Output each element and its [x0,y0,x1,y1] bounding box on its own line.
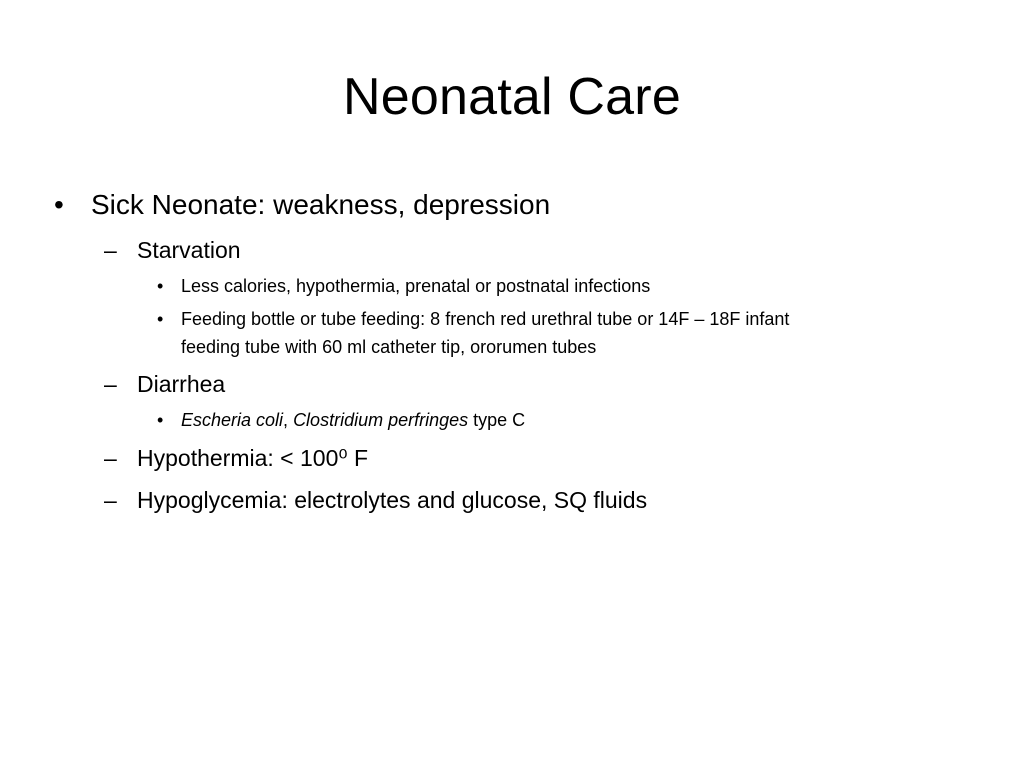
item-less-calories: Less calories, hypothermia, prenatal or postnatal infections [181,276,651,296]
item-feeding-bottle-line1: Feeding bottle or tube feeding: 8 french red urethral tube or 14F – 18F infant [181,309,790,329]
bullet-l1-icon: • [54,189,64,220]
item-diarrhea: Diarrhea [137,371,226,397]
bullet-l3-icon: • [157,410,164,430]
item-bacteria [181,406,525,434]
item-hypoglycemia: Hypoglycemia: electrolytes and glucose, SQ fluids [137,487,648,513]
slide-title: Neonatal Care [343,68,681,126]
clostridium-text: Clostridium perfringes [293,410,469,430]
bullet-l3-icon: • [157,276,164,296]
item-hypothermia: Hypothermia: < 100⁰ F [137,445,369,471]
item-starvation: Starvation [137,237,241,263]
dash-icon: – [104,445,117,471]
escheria-coli-text: Escheria coli [181,410,284,430]
item-feeding-bottle-line2: feeding tube with 60 ml catheter tip, ororumen tubes [181,337,597,357]
separator-text: , [283,410,294,430]
dash-icon: – [104,487,117,513]
dash-icon: – [104,237,117,263]
item-sick-neonate: Sick Neonate: weakness, depression [91,189,551,220]
dash-icon: – [104,371,117,397]
bullet-l3-icon: • [157,309,164,329]
type-c-text: type C [468,410,526,430]
